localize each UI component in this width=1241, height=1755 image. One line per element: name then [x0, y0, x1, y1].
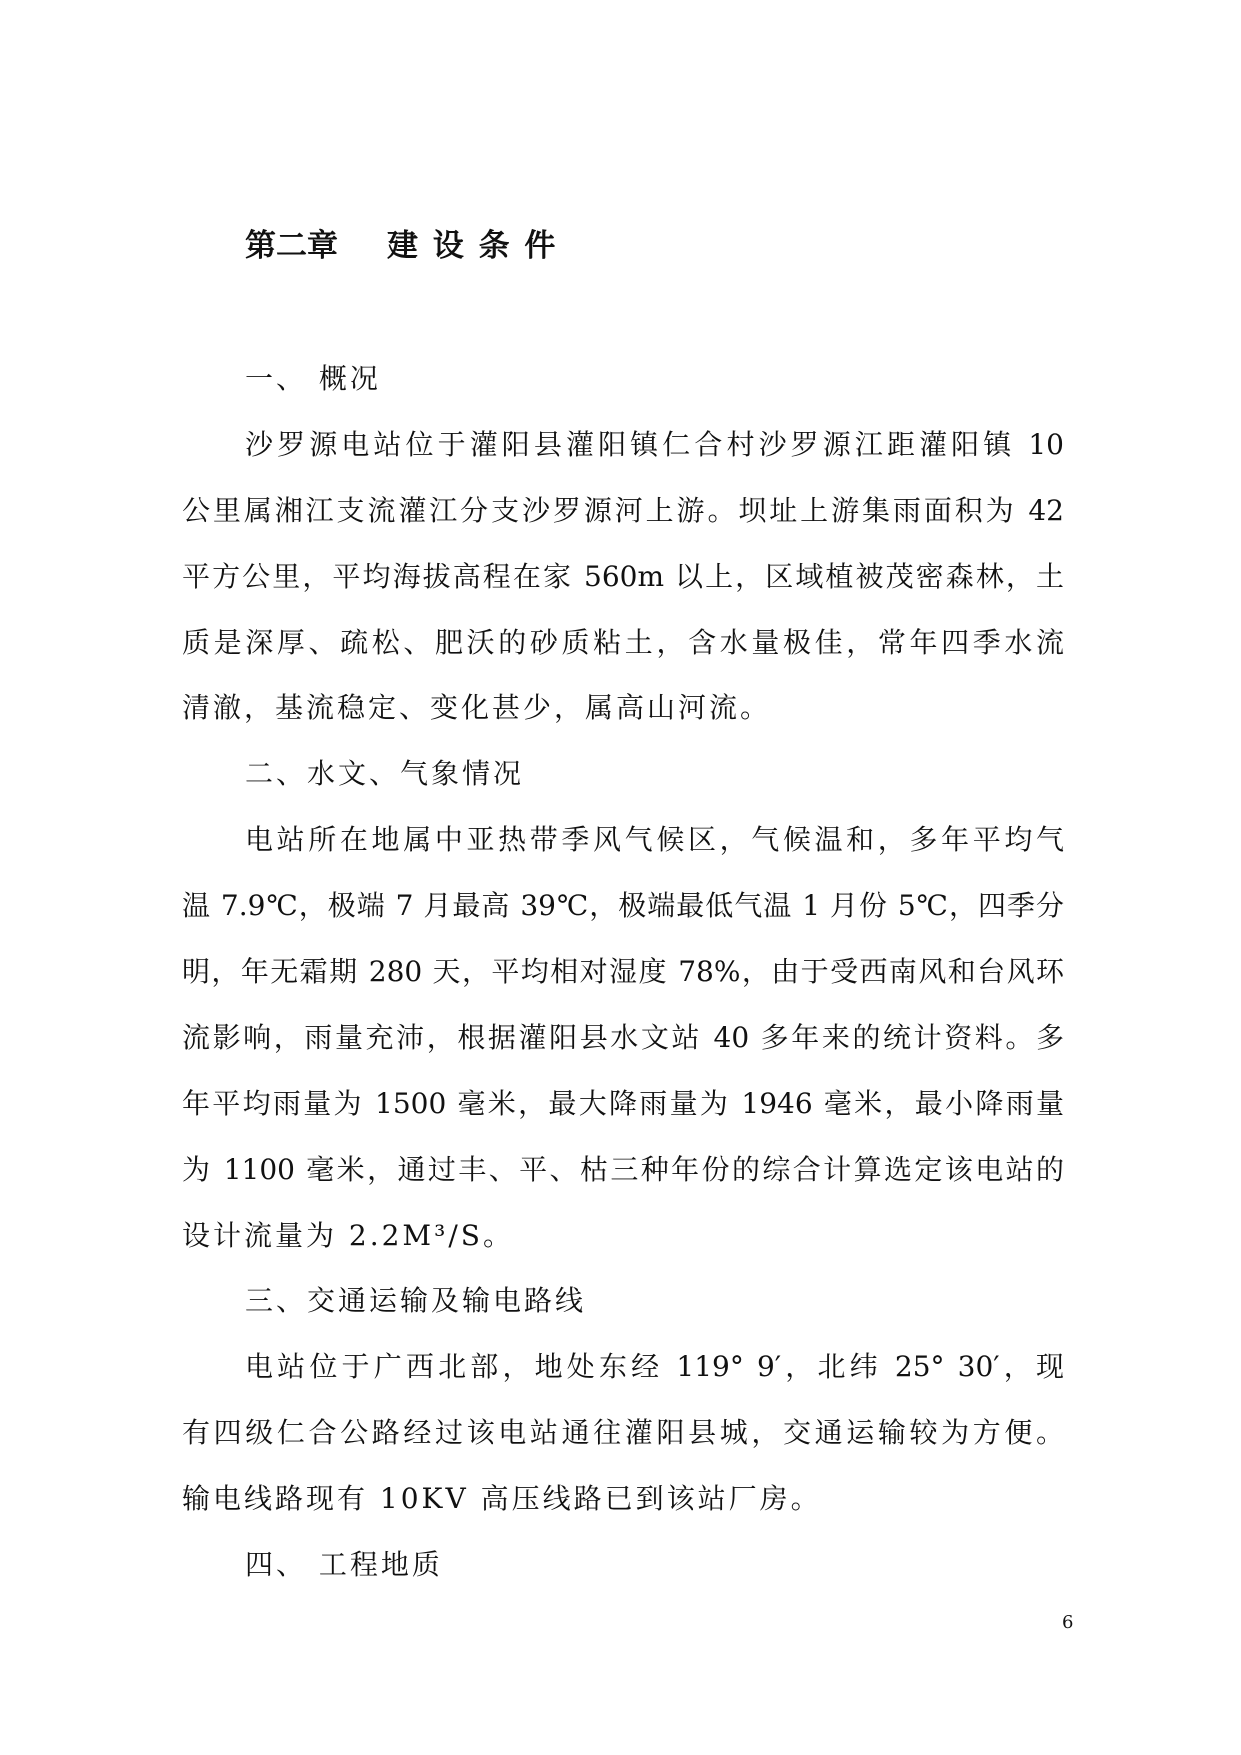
- section-4-heading: 四、 工程地质: [245, 1548, 443, 1582]
- section-1-line-4: 质是深厚、疏松、肥沃的砂质粘土，含水量极佳，常年四季水流: [182, 625, 1064, 659]
- section-2-heading: 二、水文、气象情况: [245, 757, 525, 791]
- section-2-line-5: 年平均雨量为 1500 毫米，最大降雨量为 1946 毫米，最小降雨量: [182, 1086, 1064, 1120]
- section-1-line-5: 清澈，基流稳定、变化甚少，属高山河流。: [182, 691, 772, 725]
- section-2-line-7: 设计流量为 2.2M³/S。: [182, 1218, 514, 1252]
- chapter-title: [245, 226, 557, 266]
- page-number: 6: [1062, 1612, 1074, 1633]
- section-1-heading: 一、 概况: [245, 362, 381, 395]
- section-1-line-1: 沙罗源电站位于灌阳县灌阳镇仁合村沙罗源江距灌阳镇 10: [245, 427, 1064, 461]
- section-1-line-3: 平方公里，平均海拔高程在家 560m 以上，区域植被茂密森林，土: [182, 559, 1064, 593]
- chapter-name: 建 设 条 件: [387, 228, 558, 264]
- chapter-number: 第二章: [245, 228, 338, 264]
- section-1-line-2: 公里属湘江支流灌江分支沙罗源河上游。坝址上游集雨面积为 42: [182, 493, 1064, 527]
- section-2-line-4: 流影响，雨量充沛，根据灌阳县水文站 40 多年来的统计资料。多: [182, 1020, 1064, 1054]
- section-2-line-1: 电站所在地属中亚热带季风气候区，气候温和，多年平均气: [245, 823, 1064, 857]
- section-3-line-1: 电站位于广西北部，地处东经 119° 9′，北纬 25° 30′，现: [245, 1350, 1064, 1384]
- section-3-heading: 三、交通运输及输电路线: [245, 1284, 587, 1318]
- section-2-line-3: 明，年无霜期 280 天，平均相对湿度 78%，由于受西南风和台风环: [182, 955, 1064, 989]
- section-3-line-3: 输电线路现有 10KV 高压线路已到该站厂房。: [182, 1482, 822, 1516]
- section-2-line-6: 为 1100 毫米，通过丰、平、枯三种年份的综合计算选定该电站的: [182, 1152, 1064, 1186]
- section-3-line-2: 有四级仁合公路经过该电站通往灌阳县城，交通运输较为方便。: [182, 1416, 1064, 1450]
- section-2-line-2: 温 7.9℃，极端 7 月最高 39℃，极端最低气温 1 月份 5℃，四季分: [182, 889, 1064, 923]
- document-body: [182, 346, 1064, 1598]
